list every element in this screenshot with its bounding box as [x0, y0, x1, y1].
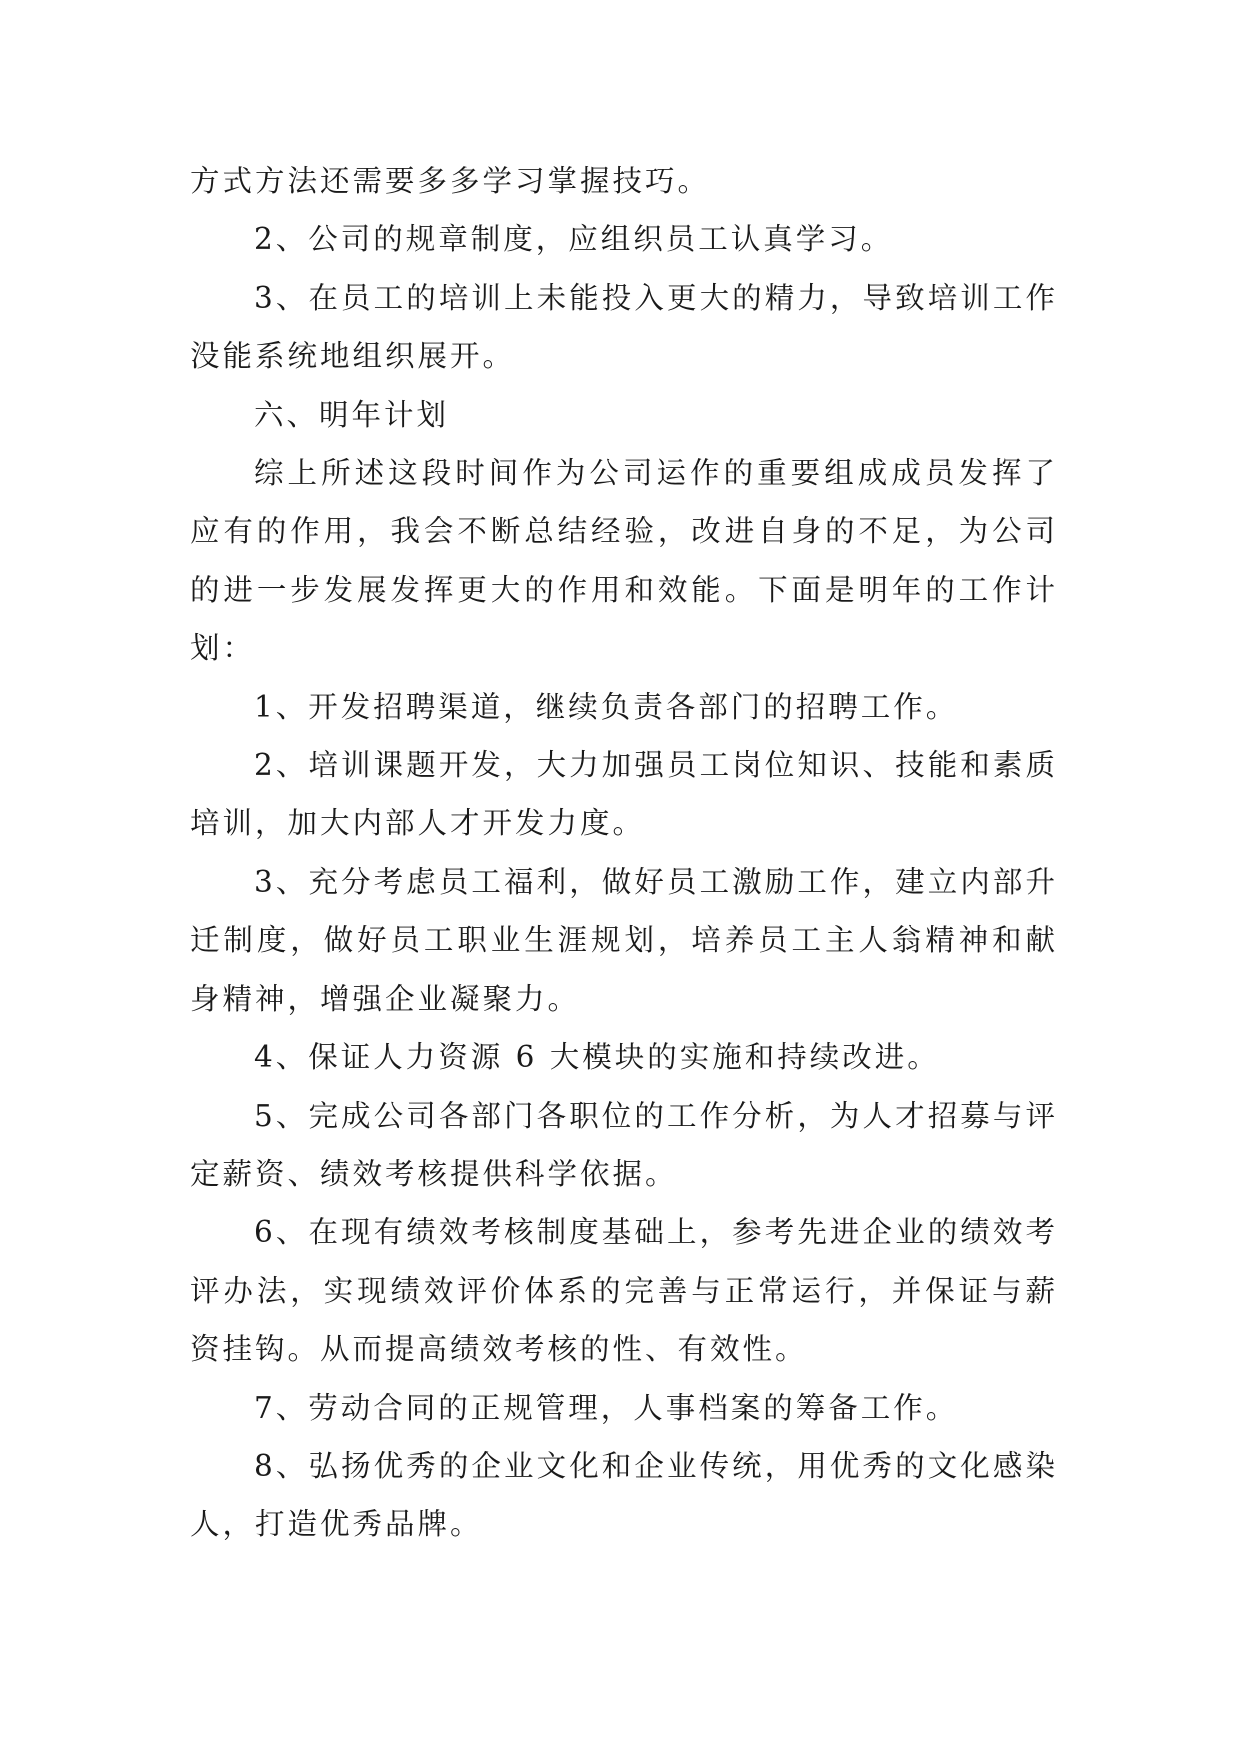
- plan-item-5: 5、完成公司各部门各职位的工作分析，为人才招募与评定薪资、绩效考核提供科学依据。: [190, 1098, 1058, 1191]
- plan-item-4: 4、保证人力资源 6 大模块的实施和持续改进。: [254, 1040, 940, 1075]
- paragraph-continuation: 方式方法还需要多多学习掌握技巧。: [190, 164, 711, 198]
- paragraph-summary: 综上所述这段时间作为公司运作的重要组成成员发挥了应有的作用，我会不断总结经验，改进自身的不足，为公司的进一步发展发挥更大的作用和效能。下面是明年的工作计划：: [190, 456, 1058, 666]
- plan-item-6: 6、在现有绩效考核制度基础上，参考先进企业的绩效考评办法，实现绩效评价体系的完善与正常运行，并保证与薪资挂钩。从而提高绩效考核的性、有效性。: [190, 1215, 1058, 1367]
- plan-item-7: 7、劳动合同的正规管理，人事档案的筹备工作。: [254, 1390, 959, 1425]
- paragraph-item-2-rules: 2、公司的规章制度，应组织员工认真学习。: [254, 222, 894, 257]
- section-heading-next-year-plan: 六、明年计划: [254, 397, 450, 432]
- plan-item-1: 1、开发招聘渠道，继续负责各部门的招聘工作。: [254, 689, 959, 724]
- paragraph-item-3-training: 3、在员工的培训上未能投入更大的精力，导致培训工作没能系统地组织展开。: [190, 280, 1058, 374]
- document-body: [190, 152, 1058, 1554]
- plan-item-3: 3、充分考虑员工福利，做好员工激励工作，建立内部升迁制度，做好员工职业生涯规划，培养员工主人翁精神和献身精神，增强企业凝聚力。: [190, 864, 1058, 1016]
- plan-item-2: 2、培训课题开发，大力加强员工岗位知识、技能和素质培训，加大内部人才开发力度。: [190, 748, 1058, 841]
- plan-item-8: 8、弘扬优秀的企业文化和企业传统，用优秀的文化感染人，打造优秀品牌。: [190, 1448, 1058, 1542]
